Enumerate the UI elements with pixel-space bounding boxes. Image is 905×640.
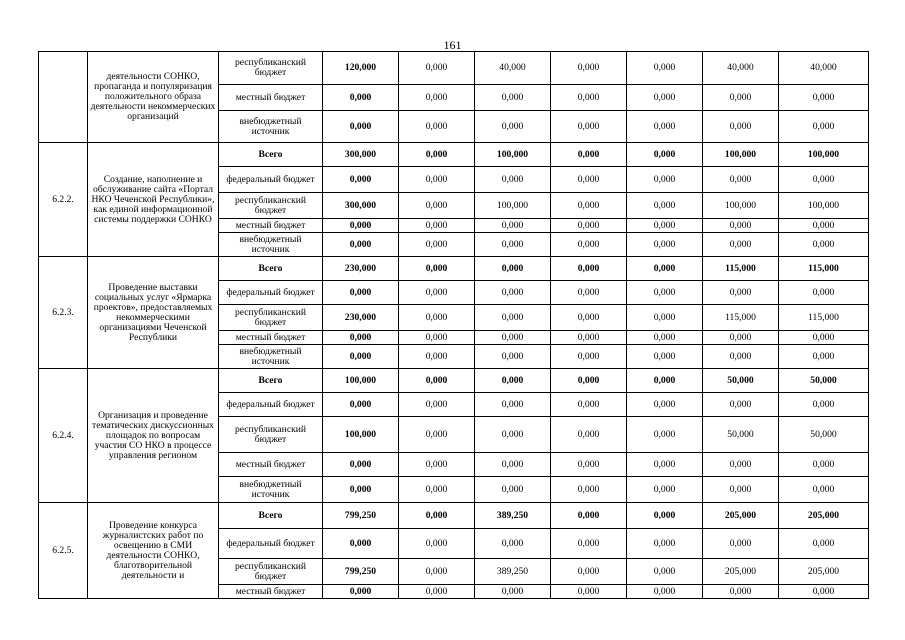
- amount-cell: 0,000: [551, 111, 627, 143]
- amount-cell: 0,000: [779, 111, 869, 143]
- funding-source: Всего: [219, 503, 323, 529]
- amount-cell: 0,000: [703, 85, 779, 111]
- amount-cell: 100,000: [779, 143, 869, 167]
- amount-cell: 0,000: [703, 233, 779, 257]
- amount-cell: 40,000: [703, 52, 779, 85]
- funding-source: внебюджетный источник: [219, 477, 323, 503]
- amount-cell: 0,000: [779, 393, 869, 417]
- amount-cell: 0,000: [627, 331, 703, 345]
- amount-cell: 0,000: [551, 559, 627, 585]
- activity-name: Создание, наполнение и обслуживание сайта «Портал НКО Чеченской Республики», как единой информационной системы поддержки СОНКО: [88, 143, 219, 257]
- amount-cell: 0,000: [703, 529, 779, 559]
- amount-cell: 0,000: [399, 559, 475, 585]
- activity-name: Проведение конкурса журналистских работ по освещению в СМИ деятельности СОНКО, благотворительной деятельности и: [88, 503, 219, 599]
- amount-cell: 0,000: [551, 257, 627, 281]
- amount-cell: 230,000: [323, 257, 399, 281]
- amount-cell: 50,000: [779, 369, 869, 393]
- amount-cell: 0,000: [399, 453, 475, 477]
- amount-cell: 0,000: [551, 585, 627, 599]
- amount-cell: 0,000: [551, 529, 627, 559]
- table-row-total: [39, 503, 869, 529]
- amount-cell: 205,000: [779, 503, 869, 529]
- budget-table: [38, 51, 869, 599]
- amount-cell: 0,000: [703, 281, 779, 305]
- amount-cell: 0,000: [627, 233, 703, 257]
- amount-cell: 0,000: [627, 111, 703, 143]
- amount-cell: 0,000: [475, 345, 551, 369]
- amount-cell: 0,000: [475, 477, 551, 503]
- amount-cell: 0,000: [779, 453, 869, 477]
- amount-cell: 0,000: [323, 219, 399, 233]
- amount-cell: 0,000: [551, 503, 627, 529]
- table-row-total: [39, 143, 869, 167]
- amount-cell: 120,000: [323, 52, 399, 85]
- table-row-total: [39, 369, 869, 393]
- funding-source: местный бюджет: [219, 219, 323, 233]
- amount-cell: 0,000: [551, 193, 627, 219]
- amount-cell: 100,000: [475, 193, 551, 219]
- funding-source: местный бюджет: [219, 585, 323, 599]
- amount-cell: 205,000: [703, 503, 779, 529]
- amount-cell: 0,000: [627, 559, 703, 585]
- amount-cell: 0,000: [779, 529, 869, 559]
- amount-cell: 0,000: [475, 85, 551, 111]
- amount-cell: 0,000: [323, 529, 399, 559]
- amount-cell: 230,000: [323, 305, 399, 331]
- amount-cell: 205,000: [779, 559, 869, 585]
- amount-cell: 0,000: [323, 281, 399, 305]
- amount-cell: 50,000: [703, 369, 779, 393]
- amount-cell: 0,000: [627, 52, 703, 85]
- funding-source: местный бюджет: [219, 453, 323, 477]
- funding-source: республиканский бюджет: [219, 305, 323, 331]
- amount-cell: 0,000: [475, 219, 551, 233]
- amount-cell: 0,000: [627, 345, 703, 369]
- amount-cell: 0,000: [475, 453, 551, 477]
- amount-cell: 0,000: [703, 219, 779, 233]
- amount-cell: 0,000: [323, 85, 399, 111]
- funding-source: республиканский бюджет: [219, 559, 323, 585]
- funding-source: федеральный бюджет: [219, 167, 323, 193]
- amount-cell: 0,000: [551, 305, 627, 331]
- amount-cell: 0,000: [551, 167, 627, 193]
- amount-cell: 0,000: [703, 585, 779, 599]
- amount-cell: 0,000: [399, 305, 475, 331]
- amount-cell: 0,000: [551, 393, 627, 417]
- amount-cell: 0,000: [627, 393, 703, 417]
- amount-cell: 0,000: [551, 345, 627, 369]
- amount-cell: 0,000: [475, 111, 551, 143]
- amount-cell: 0,000: [779, 233, 869, 257]
- amount-cell: 0,000: [323, 111, 399, 143]
- amount-cell: 0,000: [475, 281, 551, 305]
- amount-cell: 0,000: [627, 193, 703, 219]
- amount-cell: 0,000: [323, 233, 399, 257]
- amount-cell: 205,000: [703, 559, 779, 585]
- amount-cell: 0,000: [551, 417, 627, 453]
- amount-cell: 0,000: [703, 111, 779, 143]
- activity-name: Проведение выставки социальных услуг «Ярмарка проектов», предоставляемых некоммерческими организациями Чеченской Республики: [88, 257, 219, 369]
- funding-source: местный бюджет: [219, 85, 323, 111]
- funding-source: республиканский бюджет: [219, 417, 323, 453]
- amount-cell: 0,000: [475, 305, 551, 331]
- activity-name: деятельности СОНКО, пропаганда и популяризация положительного образа деятельности некоммерческих организаций: [88, 52, 219, 143]
- amount-cell: 0,000: [475, 417, 551, 453]
- activity-code: [39, 52, 88, 143]
- amount-cell: 0,000: [627, 585, 703, 599]
- amount-cell: 0,000: [551, 453, 627, 477]
- amount-cell: 0,000: [399, 143, 475, 167]
- amount-cell: 0,000: [399, 529, 475, 559]
- amount-cell: 40,000: [475, 52, 551, 85]
- amount-cell: 0,000: [779, 331, 869, 345]
- funding-source: местный бюджет: [219, 331, 323, 345]
- amount-cell: 0,000: [551, 331, 627, 345]
- amount-cell: 100,000: [323, 417, 399, 453]
- amount-cell: 0,000: [627, 417, 703, 453]
- amount-cell: 0,000: [399, 281, 475, 305]
- funding-source: внебюджетный источник: [219, 233, 323, 257]
- amount-cell: 0,000: [703, 477, 779, 503]
- amount-cell: 40,000: [779, 52, 869, 85]
- funding-source: Всего: [219, 369, 323, 393]
- amount-cell: 0,000: [399, 345, 475, 369]
- amount-cell: 0,000: [779, 219, 869, 233]
- amount-cell: 100,000: [323, 369, 399, 393]
- amount-cell: 0,000: [399, 477, 475, 503]
- amount-cell: 115,000: [779, 257, 869, 281]
- amount-cell: 0,000: [323, 331, 399, 345]
- amount-cell: 300,000: [323, 143, 399, 167]
- amount-cell: 0,000: [551, 369, 627, 393]
- amount-cell: 0,000: [627, 143, 703, 167]
- amount-cell: 115,000: [703, 257, 779, 281]
- amount-cell: 0,000: [551, 477, 627, 503]
- amount-cell: 0,000: [475, 331, 551, 345]
- amount-cell: 0,000: [627, 219, 703, 233]
- amount-cell: 0,000: [399, 167, 475, 193]
- amount-cell: 0,000: [551, 281, 627, 305]
- activity-name: Организация и проведение тематических дискуссионных площадок по вопросам участия СО НКО в процессе управления регионом: [88, 369, 219, 503]
- activity-code: 6.2.5.: [39, 503, 88, 599]
- activity-code: 6.2.3.: [39, 257, 88, 369]
- amount-cell: 0,000: [399, 393, 475, 417]
- amount-cell: 0,000: [399, 417, 475, 453]
- funding-source: федеральный бюджет: [219, 393, 323, 417]
- funding-source: федеральный бюджет: [219, 281, 323, 305]
- amount-cell: 0,000: [399, 193, 475, 219]
- funding-source: внебюджетный источник: [219, 345, 323, 369]
- amount-cell: 0,000: [703, 393, 779, 417]
- amount-cell: 0,000: [627, 477, 703, 503]
- amount-cell: 0,000: [627, 529, 703, 559]
- page-number: 161: [443, 38, 462, 52]
- amount-cell: 0,000: [779, 167, 869, 193]
- amount-cell: 0,000: [399, 219, 475, 233]
- funding-source: Всего: [219, 143, 323, 167]
- amount-cell: 0,000: [475, 369, 551, 393]
- amount-cell: 389,250: [475, 559, 551, 585]
- amount-cell: 0,000: [323, 477, 399, 503]
- amount-cell: 0,000: [399, 233, 475, 257]
- amount-cell: 0,000: [779, 85, 869, 111]
- amount-cell: 0,000: [475, 585, 551, 599]
- amount-cell: 0,000: [551, 52, 627, 85]
- amount-cell: 0,000: [399, 369, 475, 393]
- amount-cell: 0,000: [627, 85, 703, 111]
- amount-cell: 0,000: [475, 393, 551, 417]
- amount-cell: 0,000: [703, 167, 779, 193]
- amount-cell: 0,000: [475, 529, 551, 559]
- amount-cell: 0,000: [627, 305, 703, 331]
- amount-cell: 0,000: [551, 85, 627, 111]
- amount-cell: 0,000: [475, 233, 551, 257]
- amount-cell: 50,000: [703, 417, 779, 453]
- funding-source: республиканский бюджет: [219, 193, 323, 219]
- amount-cell: 100,000: [703, 143, 779, 167]
- amount-cell: 0,000: [627, 257, 703, 281]
- amount-cell: 115,000: [779, 305, 869, 331]
- amount-cell: 100,000: [703, 193, 779, 219]
- amount-cell: 0,000: [551, 143, 627, 167]
- amount-cell: 0,000: [323, 453, 399, 477]
- amount-cell: 0,000: [779, 345, 869, 369]
- amount-cell: 0,000: [627, 281, 703, 305]
- amount-cell: 300,000: [323, 193, 399, 219]
- amount-cell: 0,000: [399, 257, 475, 281]
- amount-cell: 0,000: [703, 453, 779, 477]
- activity-code: 6.2.4.: [39, 369, 88, 503]
- activity-code: 6.2.2.: [39, 143, 88, 257]
- amount-cell: 799,250: [323, 559, 399, 585]
- amount-cell: 100,000: [779, 193, 869, 219]
- table-row: [39, 52, 869, 85]
- amount-cell: 115,000: [703, 305, 779, 331]
- amount-cell: 0,000: [627, 503, 703, 529]
- amount-cell: 0,000: [399, 85, 475, 111]
- amount-cell: 0,000: [323, 393, 399, 417]
- amount-cell: 0,000: [323, 345, 399, 369]
- amount-cell: 0,000: [475, 167, 551, 193]
- amount-cell: 0,000: [475, 257, 551, 281]
- amount-cell: 0,000: [399, 331, 475, 345]
- amount-cell: 799,250: [323, 503, 399, 529]
- amount-cell: 50,000: [779, 417, 869, 453]
- amount-cell: 0,000: [779, 477, 869, 503]
- amount-cell: 0,000: [627, 453, 703, 477]
- amount-cell: 0,000: [399, 585, 475, 599]
- amount-cell: 0,000: [399, 52, 475, 85]
- amount-cell: 0,000: [779, 585, 869, 599]
- amount-cell: 389,250: [475, 503, 551, 529]
- funding-source: Всего: [219, 257, 323, 281]
- funding-source: республиканский бюджет: [219, 52, 323, 85]
- amount-cell: 0,000: [399, 111, 475, 143]
- amount-cell: 0,000: [399, 503, 475, 529]
- amount-cell: 0,000: [627, 369, 703, 393]
- amount-cell: 0,000: [323, 585, 399, 599]
- amount-cell: 0,000: [323, 167, 399, 193]
- funding-source: внебюджетный источник: [219, 111, 323, 143]
- amount-cell: 0,000: [703, 331, 779, 345]
- amount-cell: 0,000: [551, 219, 627, 233]
- table-row-total: [39, 257, 869, 281]
- amount-cell: 0,000: [703, 345, 779, 369]
- amount-cell: 0,000: [627, 167, 703, 193]
- amount-cell: 0,000: [551, 233, 627, 257]
- budget-table-body: [39, 52, 869, 599]
- amount-cell: 0,000: [779, 281, 869, 305]
- funding-source: федеральный бюджет: [219, 529, 323, 559]
- amount-cell: 100,000: [475, 143, 551, 167]
